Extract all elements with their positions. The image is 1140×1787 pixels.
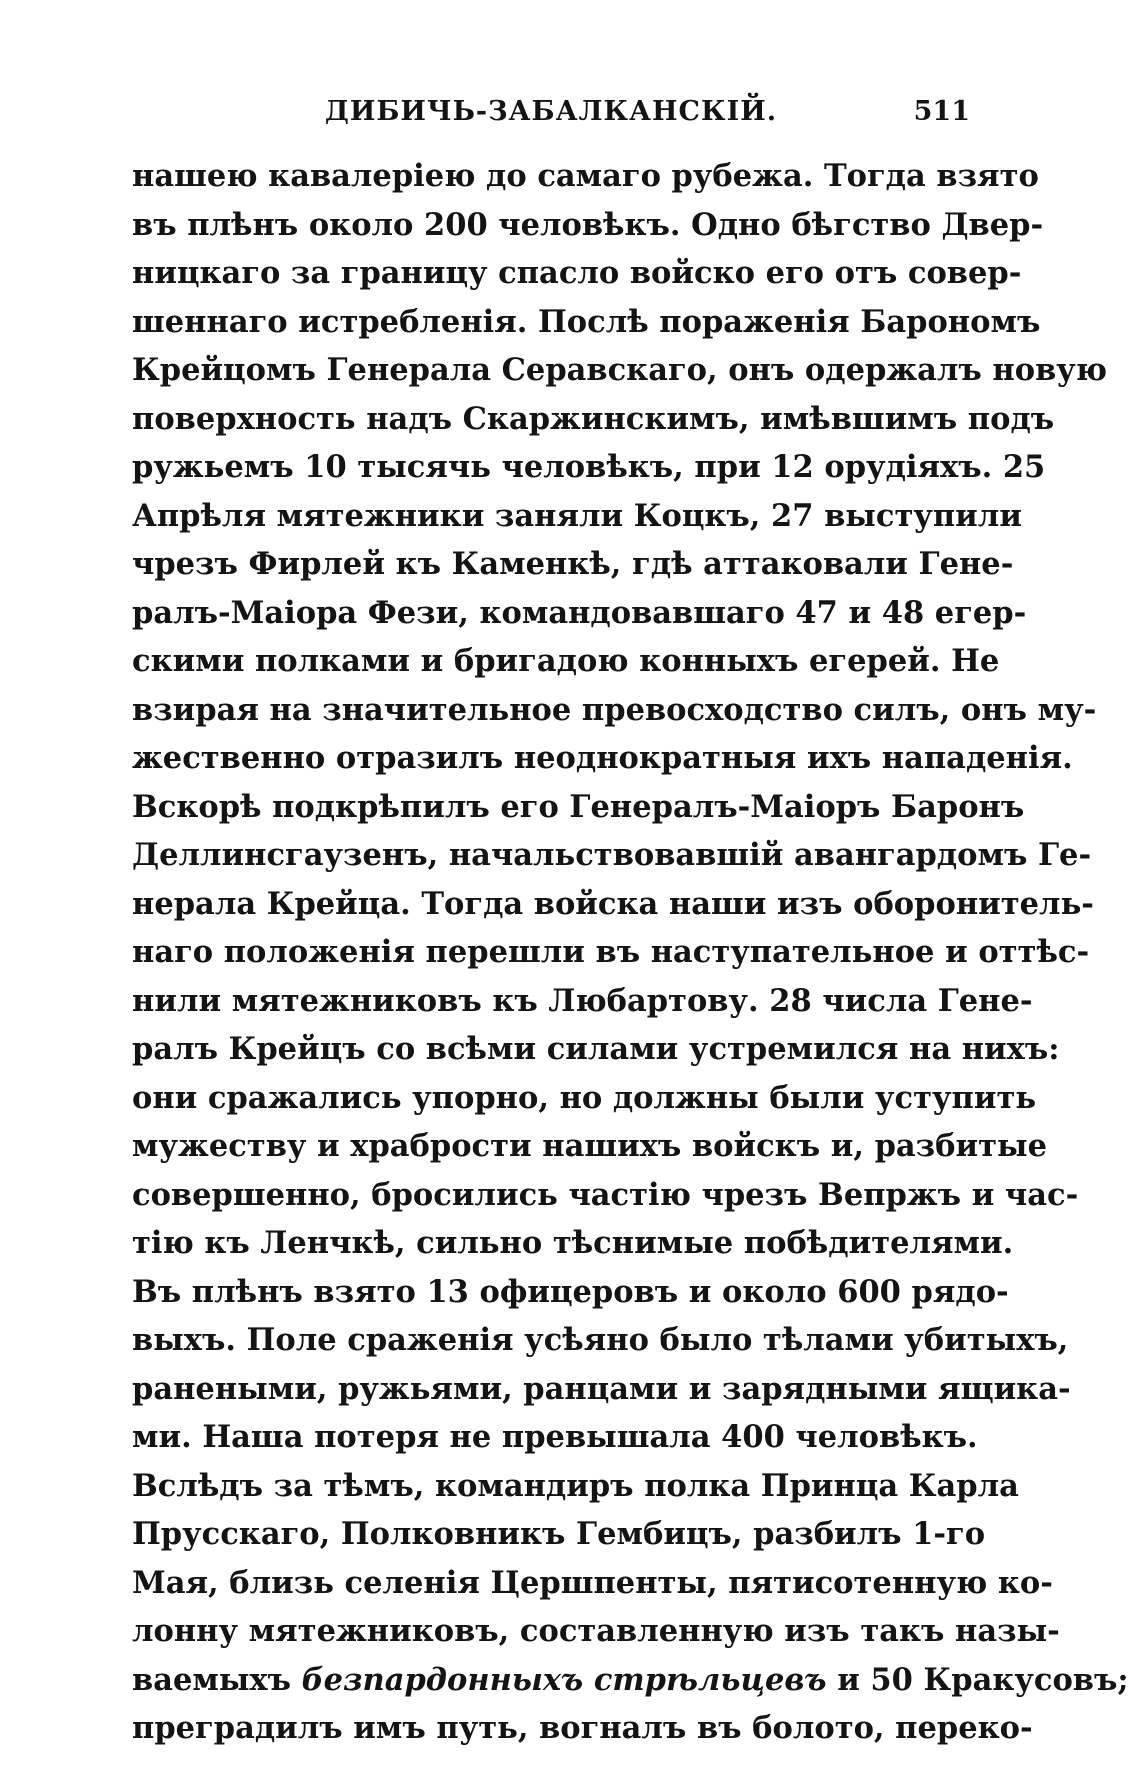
text-line: жественно отразилъ неоднократныя ихъ нападенія. [132, 740, 1073, 776]
page-header [132, 96, 970, 136]
text-line: нашею кавалеріею до самаго рубежа. Тогда взято [132, 158, 1039, 194]
text-line: они сражались упорно, но должны были уступить [132, 1079, 1037, 1116]
text-line: чрезъ Фирлей къ Каменкѣ, гдѣ аттаковали Гене- [132, 546, 1014, 582]
text-line: ралъ Крейцъ со всѣми силами устремился на нихъ: [132, 1031, 1060, 1067]
text-line: Мая, близь селенія Цершпенты, пятисотенную ко- [132, 1564, 1053, 1601]
text-line: поверхность надъ Скаржинскимъ, имѣвшимъ подъ [132, 400, 1055, 437]
text-line: ми. Наша потеря не превышала 400 человѣкъ. [132, 1419, 978, 1455]
text-line: Крейцомъ Генерала Серавскаго, онъ одержалъ новую [132, 352, 1108, 388]
text-line: лонну мятежниковъ, составленную изъ такъ назы- [132, 1613, 1060, 1649]
text-line: совершенно, бросились частію чрезъ Вепржъ и час- [132, 1176, 1079, 1213]
text-line: Вслѣдъ за тѣмъ, командиръ полка Принца Карла [132, 1467, 1019, 1504]
text-line: Въ плѣнъ взято 13 офицеровъ и около 600 рядо- [132, 1273, 1009, 1310]
text-line: тію къ Ленчкѣ, сильно тѣснимые побѣдителями. [132, 1225, 1014, 1261]
text-line: наго положенія перешли въ наступательное и оттѣс- [132, 934, 1090, 970]
body-text [132, 152, 1129, 1753]
text-line: ралъ-Маіора Фези, командовавшаго 47 и 48 егер- [132, 594, 1027, 631]
text-line: преградилъ имъ путь, вогналъ въ болото, переко- [132, 1710, 1033, 1746]
text-line: Деллинсгаузенъ, начальствовавшій авангардомъ Ге- [132, 837, 1092, 873]
text-line: въ плѣнъ около 200 человѣкъ. Одно бѣгство Двер- [132, 206, 1044, 243]
text-line: ранеными, ружьями, ранцами и зарядными ящика- [132, 1370, 1071, 1407]
italic-phrase: безпардонныхъ стрѣльцевъ [301, 1661, 827, 1698]
text-line: нерала Крейца. Тогда войска наши изъ оборонитель- [132, 885, 1094, 922]
running-title: ДИБИЧЬ-ЗАБАЛКАНСКІЙ. [324, 96, 778, 127]
text-line: шеннаго истребленія. Послѣ пораженія Барономъ [132, 303, 1041, 340]
text-segment: и 50 Кракусовъ; [826, 1661, 1129, 1698]
text-line: Вскорѣ подкрѣпилъ его Генералъ-Маіоръ Баронъ [132, 788, 1025, 825]
text-line: Прусскаго, Полковникъ Гембицъ, разбилъ 1-го [132, 1516, 986, 1552]
text-line: взирая на значительное превосходство силъ, онъ му- [132, 691, 1097, 728]
text-line: Апрѣля мятежники заняли Коцкъ, 27 выступили [132, 497, 1022, 534]
text-line: нили мятежниковъ къ Любартову. 28 числа Гене- [132, 982, 1033, 1019]
page-number: 511 [913, 96, 970, 127]
text-line: ружьемъ 10 тысячь человѣкъ, при 12 орудіяхъ. 25 [132, 449, 1046, 485]
text-line: скими полками и бригадою конныхъ егерей. Не [132, 643, 1000, 679]
text-segment: ваемыхъ [132, 1661, 302, 1698]
text-line: ницкаго за границу спасло войско его отъ совер- [132, 255, 1022, 291]
text-line: выхъ. Поле сраженія усѣяно было тѣлами убитыхъ, [132, 1322, 1069, 1358]
text-line-with-italic [132, 1656, 1129, 1705]
text-line: мужеству и храбрости нашихъ войскъ и, разбитые [132, 1128, 1047, 1164]
